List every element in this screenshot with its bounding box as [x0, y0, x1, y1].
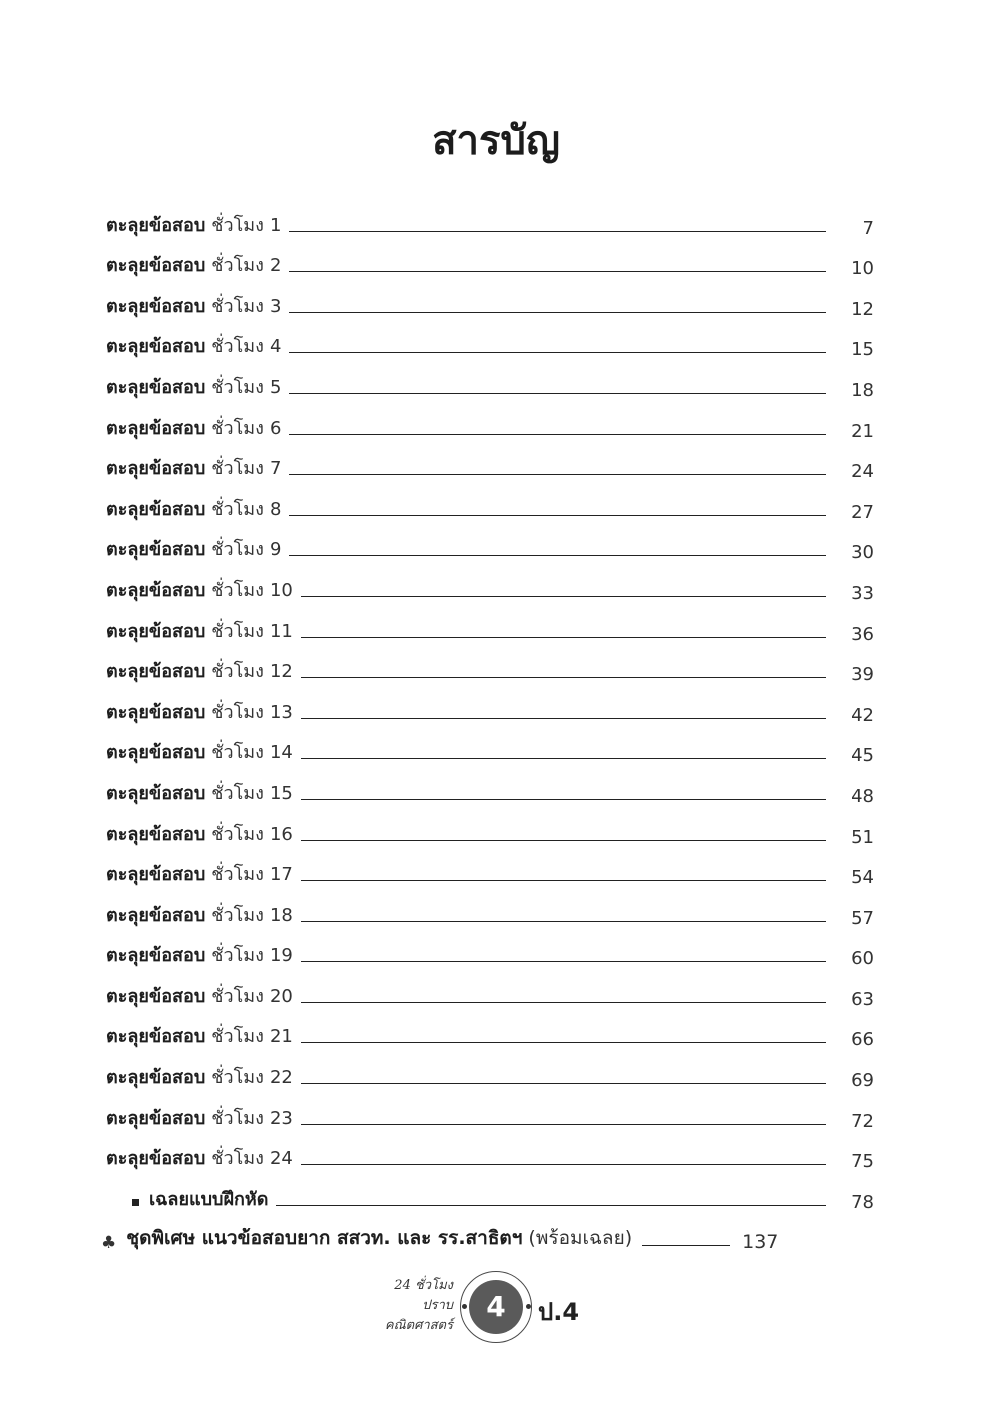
chapter-hour — [211, 940, 293, 969]
chapter-prefix: ตะลุยข้อสอบ — [106, 864, 206, 886]
chapter-page-number: 69 — [851, 1070, 874, 1092]
chapter-prefix: ตะลุยข้อสอบ — [106, 539, 206, 561]
chapter-prefix: ตะลุยข้อสอบ — [106, 1107, 206, 1129]
clover-icon: ♣ — [101, 1233, 117, 1254]
hour-label: ชั่วโมง — [211, 1067, 264, 1089]
hour-label: ชั่วโมง — [211, 945, 264, 967]
toc-entry[interactable] — [106, 360, 874, 401]
toc-entry-special[interactable] — [101, 1213, 874, 1254]
hour-label: ชั่วโมง — [211, 295, 264, 317]
chapter-page-number: 18 — [851, 379, 874, 401]
chapter-number: 18 — [269, 904, 293, 926]
chapter-number: 7 — [269, 458, 282, 480]
dot-leader — [301, 1164, 826, 1165]
dot-leader — [301, 677, 826, 678]
chapter-prefix: ตะลุยข้อสอบ — [106, 823, 206, 845]
chapter-number: 11 — [269, 620, 293, 642]
chapter-hour — [211, 331, 281, 360]
chapter-hour — [211, 1021, 293, 1050]
hour-label: ชั่วโมง — [211, 1148, 264, 1170]
chapter-number: 17 — [269, 864, 293, 886]
chapter-prefix: ตะลุยข้อสอบ — [106, 782, 206, 804]
dot-leader — [301, 1083, 826, 1084]
chapter-page-number: 39 — [851, 664, 874, 686]
chapter-hour — [211, 1143, 293, 1172]
hour-label: ชั่วโมง — [211, 255, 264, 277]
chapter-page-number: 66 — [851, 1029, 874, 1051]
chapter-prefix: ตะลุยข้อสอบ — [106, 255, 206, 277]
chapter-number: 24 — [269, 1148, 293, 1170]
dot-leader — [301, 718, 826, 719]
chapter-number: 12 — [269, 661, 293, 683]
dot-leader — [289, 271, 826, 272]
dot-leader — [301, 1002, 826, 1003]
chapter-hour — [211, 859, 293, 888]
book-title — [358, 1276, 453, 1336]
dot-leader — [301, 758, 826, 759]
toc-entry[interactable] — [106, 685, 874, 726]
dot-leader — [301, 921, 826, 922]
chapter-page-number: 7 — [862, 217, 874, 239]
chapter-hour — [211, 737, 293, 766]
chapter-prefix: ตะลุยข้อสอบ — [106, 458, 206, 480]
chapter-hour — [211, 981, 293, 1010]
chapter-hour — [211, 656, 293, 685]
hour-label: ชั่วโมง — [211, 376, 264, 398]
chapter-page-number: 15 — [851, 339, 874, 361]
chapter-prefix: ตะลุยข้อสอบ — [106, 417, 206, 439]
dot-leader — [289, 515, 826, 516]
dot-leader — [301, 596, 826, 597]
hour-label: ชั่วโมง — [211, 214, 264, 236]
answers-page-number: 78 — [851, 1191, 874, 1213]
chapter-page-number: 21 — [851, 420, 874, 442]
toc-entry[interactable] — [106, 726, 874, 767]
dot-leader — [301, 1124, 826, 1125]
hour-label: ชั่วโมง — [211, 620, 264, 642]
dot-leader — [301, 1042, 826, 1043]
chapter-prefix: ตะลุยข้อสอบ — [106, 336, 206, 358]
hour-label: ชั่วโมง — [211, 823, 264, 845]
chapter-prefix: ตะลุยข้อสอบ — [106, 945, 206, 967]
chapter-prefix: ตะลุยข้อสอบ — [106, 1148, 206, 1170]
page-footer — [358, 1270, 618, 1350]
chapter-hour — [211, 291, 281, 320]
dot-leader — [289, 231, 826, 232]
chapter-page-number: 57 — [851, 907, 874, 929]
grade-label: ป.4 — [538, 1298, 580, 1326]
hour-label: ชั่วโมง — [211, 782, 264, 804]
hour-label: ชั่วโมง — [211, 1107, 264, 1129]
chapter-prefix: ตะลุยข้อสอบ — [106, 1026, 206, 1048]
toc-entry[interactable] — [106, 1091, 874, 1132]
chapter-prefix: ตะลุยข้อสอบ — [106, 376, 206, 398]
dot-leader — [289, 474, 826, 475]
ring-dot-icon — [462, 1304, 467, 1309]
hour-label: ชั่วโมง — [211, 417, 264, 439]
dot-leader — [301, 961, 826, 962]
toc-entry[interactable] — [106, 604, 874, 645]
chapter-hour — [211, 210, 281, 239]
toc-entry[interactable] — [106, 239, 874, 280]
chapter-hour — [211, 1062, 293, 1091]
toc-entry[interactable] — [106, 766, 874, 807]
chapter-hour — [211, 1103, 293, 1132]
toc-entry[interactable] — [106, 320, 874, 361]
hour-label: ชั่วโมง — [211, 336, 264, 358]
hour-label: ชั่วโมง — [211, 498, 264, 520]
page-title: สารบัญ — [432, 118, 560, 164]
toc-entry[interactable] — [106, 279, 874, 320]
chapter-number: 15 — [269, 782, 293, 804]
toc-entry-answers[interactable] — [106, 1172, 874, 1213]
chapter-page-number: 60 — [851, 948, 874, 970]
chapter-number: 2 — [269, 255, 282, 277]
chapter-prefix: ตะลุยข้อสอบ — [106, 620, 206, 642]
toc-entry[interactable] — [106, 807, 874, 848]
chapter-number: 23 — [269, 1107, 293, 1129]
chapter-prefix: ตะลุยข้อสอบ — [106, 498, 206, 520]
chapter-page-number: 63 — [851, 988, 874, 1010]
chapter-number: 8 — [269, 498, 282, 520]
chapter-number: 6 — [269, 417, 282, 439]
chapter-prefix: ตะลุยข้อสอบ — [106, 214, 206, 236]
dot-leader — [642, 1245, 730, 1246]
dot-leader — [289, 434, 826, 435]
chapter-page-number: 54 — [851, 867, 874, 889]
chapter-page-number: 36 — [851, 623, 874, 645]
toc-entry[interactable] — [106, 401, 874, 442]
book-title-line: 24 ชั่วโมง — [394, 1278, 453, 1293]
chapter-number: 20 — [269, 985, 293, 1007]
chapter-number: 13 — [269, 701, 293, 723]
chapter-page-number: 12 — [851, 298, 874, 320]
chapter-number: 16 — [269, 823, 293, 845]
dot-leader — [289, 352, 826, 353]
chapter-page-number: 48 — [851, 785, 874, 807]
chapter-prefix: ตะลุยข้อสอบ — [106, 579, 206, 601]
chapter-hour — [211, 900, 293, 929]
dot-leader — [276, 1205, 826, 1206]
toc-entry[interactable] — [106, 888, 874, 929]
answers-label: เฉลยแบบฝึกหัด — [149, 1188, 269, 1210]
chapter-hour — [211, 616, 293, 645]
hour-label: ชั่วโมง — [211, 904, 264, 926]
chapter-page-number: 24 — [851, 461, 874, 483]
hour-label: ชั่วโมง — [211, 539, 264, 561]
toc-entry[interactable] — [106, 1010, 874, 1051]
chapter-hour — [211, 413, 281, 442]
chapter-prefix: ตะลุยข้อสอบ — [106, 295, 206, 317]
chapter-page-number: 42 — [851, 704, 874, 726]
chapter-number: 5 — [269, 376, 282, 398]
chapter-page-number: 10 — [851, 258, 874, 280]
chapter-number: 4 — [269, 336, 282, 358]
page-number-badge: 4 — [469, 1280, 523, 1334]
chapter-prefix: ตะลุยข้อสอบ — [106, 904, 206, 926]
chapter-prefix: ตะลุยข้อสอบ — [106, 661, 206, 683]
chapter-number: 3 — [269, 295, 282, 317]
special-label: ชุดพิเศษ แนวข้อสอบยาก สสวท. และ รร.สาธิตฯ — [126, 1227, 523, 1250]
toc-entry[interactable] — [106, 563, 874, 604]
special-note: (พร้อมเฉลย) — [528, 1227, 633, 1250]
dot-leader — [289, 555, 826, 556]
toc-entry[interactable] — [106, 1132, 874, 1173]
chapter-number: 19 — [269, 945, 293, 967]
hour-label: ชั่วโมง — [211, 579, 264, 601]
ring-dot-icon — [526, 1304, 531, 1309]
chapter-hour — [211, 453, 281, 482]
chapter-prefix: ตะลุยข้อสอบ — [106, 1067, 206, 1089]
hour-label: ชั่วโมง — [211, 661, 264, 683]
book-title-line: คณิตศาสตร์ — [384, 1318, 453, 1333]
toc-entry[interactable] — [106, 645, 874, 686]
chapter-number: 10 — [269, 579, 293, 601]
special-page-number: 137 — [742, 1231, 779, 1254]
chapter-page-number: 51 — [851, 826, 874, 848]
toc-entry[interactable] — [106, 442, 874, 483]
toc-entry[interactable] — [106, 969, 874, 1010]
dot-leader — [301, 637, 826, 638]
chapter-number: 22 — [269, 1067, 293, 1089]
chapter-hour — [211, 778, 293, 807]
chapter-hour — [211, 697, 293, 726]
toc-entry[interactable] — [106, 1050, 874, 1091]
chapter-hour — [211, 534, 281, 563]
hour-label: ชั่วโมง — [211, 864, 264, 886]
table-of-contents — [101, 198, 874, 1254]
chapter-page-number: 72 — [851, 1110, 874, 1132]
chapter-page-number: 30 — [851, 542, 874, 564]
chapter-prefix: ตะลุยข้อสอบ — [106, 742, 206, 764]
toc-entry[interactable] — [106, 482, 874, 523]
hour-label: ชั่วโมง — [211, 701, 264, 723]
chapter-number: 1 — [269, 214, 282, 236]
toc-entry[interactable] — [106, 523, 874, 564]
dot-leader — [301, 880, 826, 881]
chapter-page-number: 27 — [851, 501, 874, 523]
toc-entry[interactable] — [106, 929, 874, 970]
chapter-prefix: ตะลุยข้อสอบ — [106, 985, 206, 1007]
hour-label: ชั่วโมง — [211, 985, 264, 1007]
chapter-prefix: ตะลุยข้อสอบ — [106, 701, 206, 723]
toc-entry[interactable] — [106, 198, 874, 239]
hour-label: ชั่วโมง — [211, 742, 264, 764]
chapter-page-number: 45 — [851, 745, 874, 767]
chapter-hour — [211, 494, 281, 523]
toc-entry[interactable] — [106, 848, 874, 889]
square-bullet-icon — [132, 1199, 139, 1206]
chapter-hour — [211, 250, 281, 279]
chapter-hour — [211, 575, 293, 604]
dot-leader — [289, 312, 826, 313]
dot-leader — [301, 799, 826, 800]
chapter-number: 14 — [269, 742, 293, 764]
hour-label: ชั่วโมง — [211, 458, 264, 480]
chapter-page-number: 75 — [851, 1151, 874, 1173]
chapter-hour — [211, 819, 293, 848]
book-title-line: ปราบ — [422, 1298, 453, 1313]
dot-leader — [289, 393, 826, 394]
chapter-number: 9 — [269, 539, 282, 561]
chapter-number: 21 — [269, 1026, 293, 1048]
hour-label: ชั่วโมง — [211, 1026, 264, 1048]
chapter-list — [106, 198, 874, 1172]
dot-leader — [301, 840, 826, 841]
chapter-hour — [211, 372, 281, 401]
chapter-page-number: 33 — [851, 582, 874, 604]
